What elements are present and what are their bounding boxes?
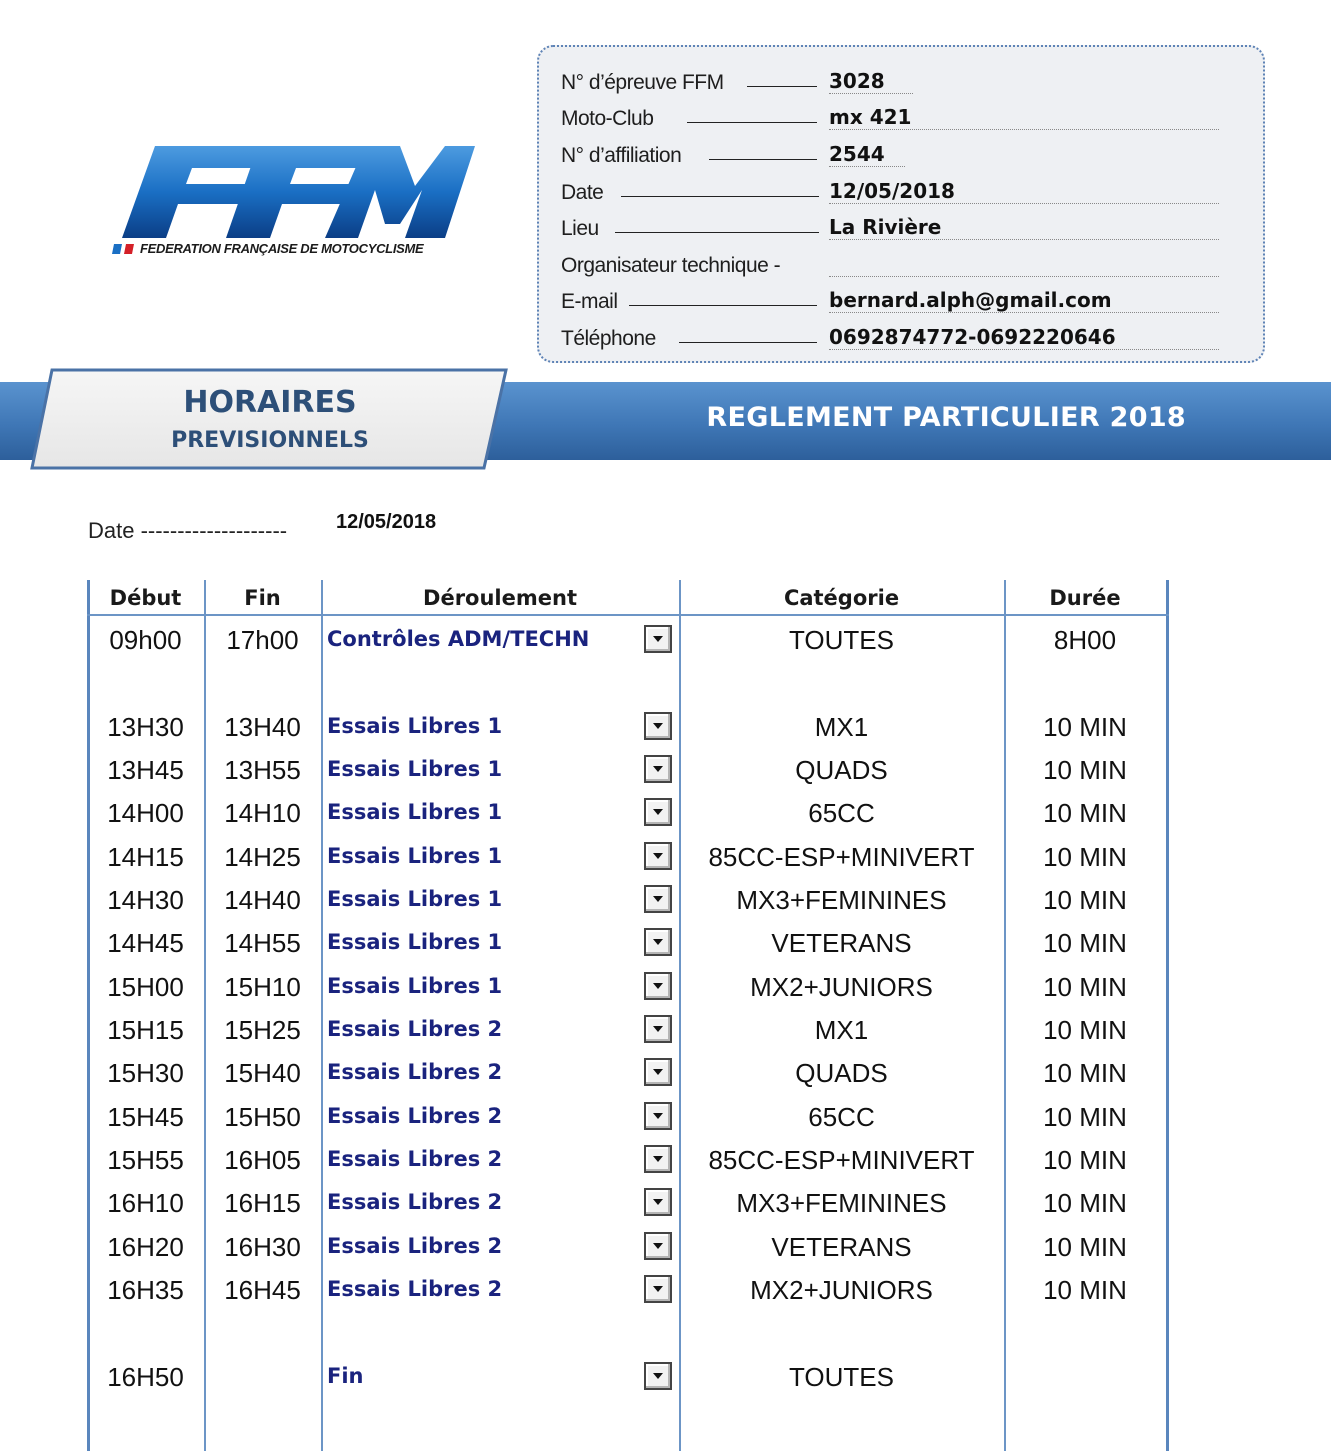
cell-fin: 14H10 [224, 798, 301, 828]
cell-debut: 16H35 [107, 1275, 184, 1305]
cell-debut: 15H30 [107, 1058, 184, 1088]
dotted-line [829, 93, 913, 94]
table-row [87, 793, 1169, 833]
dotted-line [829, 349, 1219, 350]
cell-fin: 16H30 [224, 1232, 301, 1262]
leader-line [615, 232, 819, 233]
cell-duree: 10 MIN [1043, 712, 1127, 742]
table-row [87, 837, 1169, 877]
info-value: 3028 [829, 69, 885, 93]
cell-fin: 14H55 [224, 928, 301, 958]
info-label: N° d’affiliation [561, 144, 682, 167]
cell-debut: 16H50 [107, 1362, 184, 1392]
cell-duree: 10 MIN [1043, 842, 1127, 872]
info-value: 12/05/2018 [829, 179, 955, 203]
cell-categorie: MX3+FEMININES [736, 1188, 947, 1218]
cell-deroulement: Essais Libres 2 [327, 1147, 503, 1171]
cell-duree: 10 MIN [1043, 1102, 1127, 1132]
cell-duree: 10 MIN [1043, 972, 1127, 1002]
leader-line [747, 86, 817, 87]
deroulement-dropdown-button[interactable] [644, 755, 672, 783]
deroulement-dropdown-button[interactable] [644, 625, 672, 653]
table-row [87, 1270, 1169, 1310]
cell-deroulement: Fin [327, 1364, 364, 1388]
cell-fin: 17h00 [226, 625, 299, 655]
info-row-date [539, 171, 1263, 207]
cell-deroulement: Contrôles ADM/TECHN [327, 627, 590, 651]
cell-duree: 10 MIN [1043, 755, 1127, 785]
cell-debut: 14H45 [107, 928, 184, 958]
deroulement-dropdown-button[interactable] [644, 928, 672, 956]
table-row [87, 1010, 1169, 1050]
cell-debut: 16H10 [107, 1188, 184, 1218]
chevron-down-icon [653, 1026, 663, 1032]
cell-fin: 15H50 [224, 1102, 301, 1132]
cell-fin [204, 1357, 321, 1397]
cell-deroulement: Essais Libres 1 [327, 757, 503, 781]
ffm-logo-mark [100, 138, 475, 238]
dotted-line [829, 129, 1219, 130]
cell-duree: 10 MIN [1043, 928, 1127, 958]
dotted-line [829, 276, 1219, 277]
chevron-down-icon [653, 1069, 663, 1075]
info-label: Téléphone [561, 327, 656, 350]
cell-deroulement: Essais Libres 1 [327, 887, 503, 911]
cell-fin: 13H40 [224, 712, 301, 742]
chevron-down-icon [653, 983, 663, 989]
cell-fin: 14H25 [224, 842, 301, 872]
cell-debut: 15H45 [107, 1102, 184, 1132]
dotted-line [829, 239, 1219, 240]
cell-categorie: VETERANS [771, 928, 912, 958]
banner-title: REGLEMENT PARTICULIER 2018 [706, 402, 1186, 433]
chevron-down-icon [653, 1243, 663, 1249]
cell-deroulement: Essais Libres 2 [327, 1060, 503, 1084]
table-row [87, 967, 1169, 1007]
leader-line [687, 122, 817, 123]
cell-deroulement: Essais Libres 2 [327, 1017, 503, 1041]
cell-categorie: TOUTES [789, 625, 894, 655]
info-value: 0692874772-0692220646 [829, 325, 1116, 349]
chevron-down-icon [653, 809, 663, 815]
cell-duree: 10 MIN [1043, 1058, 1127, 1088]
deroulement-dropdown-button[interactable] [644, 1362, 672, 1390]
schedule-table [87, 580, 1169, 1451]
cell-debut: 15H55 [107, 1145, 184, 1175]
chevron-down-icon [653, 939, 663, 945]
cell-debut: 14H15 [107, 842, 184, 872]
cell-duree: 10 MIN [1043, 1275, 1127, 1305]
info-value: mx 421 [829, 105, 912, 129]
cell-fin: 14H40 [224, 885, 301, 915]
date-value: 12/05/2018 [336, 511, 437, 533]
deroulement-dropdown-button[interactable] [644, 1232, 672, 1260]
banner-tab [30, 368, 508, 472]
info-row-telephone [539, 317, 1263, 353]
table-row [87, 620, 1169, 660]
cell-deroulement: Essais Libres 1 [327, 930, 503, 954]
chevron-down-icon [653, 1199, 663, 1205]
chevron-down-icon [653, 636, 663, 642]
info-label: Date [561, 181, 604, 204]
info-value: 2544 [829, 142, 885, 166]
info-value: bernard.alph@gmail.com [829, 288, 1112, 312]
cell-duree: 10 MIN [1043, 798, 1127, 828]
cell-debut: 14H00 [107, 798, 184, 828]
leader-line [629, 305, 817, 306]
cell-categorie: MX3+FEMININES [736, 885, 947, 915]
info-row-epreuve [539, 61, 1263, 97]
banner-tab-title: HORAIRES [183, 385, 357, 420]
table-row [87, 1053, 1169, 1093]
deroulement-dropdown-button[interactable] [644, 798, 672, 826]
date-label: Date -------------------- [88, 518, 288, 543]
deroulement-dropdown-button[interactable] [644, 712, 672, 740]
deroulement-dropdown-button[interactable] [644, 1015, 672, 1043]
cell-debut: 15H15 [107, 1015, 184, 1045]
chevron-down-icon [653, 853, 663, 859]
dotted-line [829, 312, 1219, 313]
dotted-line [829, 166, 905, 167]
cell-debut: 14H30 [107, 885, 184, 915]
header-deroulement: Déroulement [423, 586, 577, 610]
cell-categorie: 85CC-ESP+MINIVERT [708, 1145, 975, 1175]
table-row [87, 923, 1169, 963]
cell-fin: 15H40 [224, 1058, 301, 1088]
info-row-email [539, 280, 1263, 316]
info-value: La Rivière [829, 215, 942, 239]
header-duree: Durée [1049, 586, 1121, 610]
deroulement-dropdown-button[interactable] [644, 842, 672, 870]
cell-deroulement: Essais Libres 2 [327, 1190, 503, 1214]
deroulement-dropdown-button[interactable] [644, 1275, 672, 1303]
cell-deroulement: Essais Libres 1 [327, 800, 503, 824]
cell-deroulement: Essais Libres 1 [327, 844, 503, 868]
cell-fin: 16H05 [224, 1145, 301, 1175]
deroulement-dropdown-button[interactable] [644, 1102, 672, 1130]
ffm-logo [100, 138, 475, 278]
cell-duree [1004, 1357, 1166, 1397]
cell-categorie: QUADS [795, 1058, 888, 1088]
table-row [87, 1227, 1169, 1267]
cell-categorie: VETERANS [771, 1232, 912, 1262]
cell-fin: 16H45 [224, 1275, 301, 1305]
info-label: Organisateur technique - [561, 254, 781, 277]
cell-deroulement: Essais Libres 1 [327, 714, 503, 738]
cell-duree: 8H00 [1053, 625, 1117, 655]
table-row [87, 707, 1169, 747]
cell-duree: 10 MIN [1043, 885, 1127, 915]
cell-debut: 13H45 [107, 755, 184, 785]
cell-deroulement: Essais Libres 2 [327, 1277, 503, 1301]
info-label: N° d’épreuve FFM [561, 71, 724, 94]
leader-line [679, 342, 817, 343]
cell-categorie: QUADS [795, 755, 888, 785]
cell-duree: 10 MIN [1043, 1145, 1127, 1175]
info-row-organisateur [539, 244, 1263, 280]
logo-tagline: FEDERATION FRANÇAISE DE MOTOCYCLISME [140, 241, 424, 256]
chevron-down-icon [653, 766, 663, 772]
table-row [87, 1357, 1169, 1397]
chevron-down-icon [653, 1113, 663, 1119]
cell-duree: 10 MIN [1043, 1015, 1127, 1045]
chevron-down-icon [653, 1156, 663, 1162]
table-row [87, 1140, 1169, 1180]
info-label: E-mail [561, 290, 618, 313]
header-categorie: Catégorie [783, 586, 900, 610]
table-row [87, 750, 1169, 790]
header-fin: Fin [244, 586, 281, 610]
cell-duree: 10 MIN [1043, 1188, 1127, 1218]
deroulement-dropdown-button[interactable] [644, 1058, 672, 1086]
deroulement-dropdown-button[interactable] [644, 1145, 672, 1173]
deroulement-dropdown-button[interactable] [644, 885, 672, 913]
cell-categorie: 65CC [808, 1102, 875, 1132]
cell-fin: 13H55 [224, 755, 301, 785]
deroulement-dropdown-button[interactable] [644, 1188, 672, 1216]
chevron-down-icon [653, 896, 663, 902]
chevron-down-icon [653, 723, 663, 729]
info-label: Moto-Club [561, 107, 654, 130]
cell-deroulement: Essais Libres 1 [327, 974, 503, 998]
dotted-line [829, 203, 1219, 204]
cell-deroulement: Essais Libres 2 [327, 1104, 503, 1128]
info-row-moto-club [539, 97, 1263, 133]
deroulement-dropdown-button[interactable] [644, 972, 672, 1000]
header-divider [87, 614, 1169, 616]
cell-fin: 15H25 [224, 1015, 301, 1045]
cell-fin: 16H15 [224, 1188, 301, 1218]
cell-duree: 10 MIN [1043, 1232, 1127, 1262]
banner-tab-subtitle: PREVISIONNELS [171, 428, 369, 453]
info-row-lieu [539, 207, 1263, 243]
leader-line [621, 196, 819, 197]
cell-debut: 15H00 [107, 972, 184, 1002]
cell-categorie: MX2+JUNIORS [750, 972, 933, 1002]
cell-debut: 09h00 [109, 625, 182, 655]
cell-fin: 15H10 [224, 972, 301, 1002]
event-info-box [537, 45, 1265, 363]
cell-categorie: MX1 [814, 712, 869, 742]
cell-deroulement: Essais Libres 2 [327, 1234, 503, 1258]
info-label: Lieu [561, 217, 599, 240]
table-row [87, 1097, 1169, 1137]
cell-categorie: MX2+JUNIORS [750, 1275, 933, 1305]
cell-debut: 16H20 [107, 1232, 184, 1262]
cell-categorie: TOUTES [789, 1362, 894, 1392]
table-row [87, 1183, 1169, 1223]
leader-line [709, 159, 817, 160]
cell-categorie: 85CC-ESP+MINIVERT [708, 842, 975, 872]
cell-categorie: 65CC [808, 798, 875, 828]
cell-debut: 13H30 [107, 712, 184, 742]
chevron-down-icon [653, 1286, 663, 1292]
table-row [87, 880, 1169, 920]
chevron-down-icon [653, 1373, 663, 1379]
info-row-affiliation [539, 134, 1263, 170]
header-debut: Début [109, 586, 182, 610]
cell-categorie: MX1 [814, 1015, 869, 1045]
